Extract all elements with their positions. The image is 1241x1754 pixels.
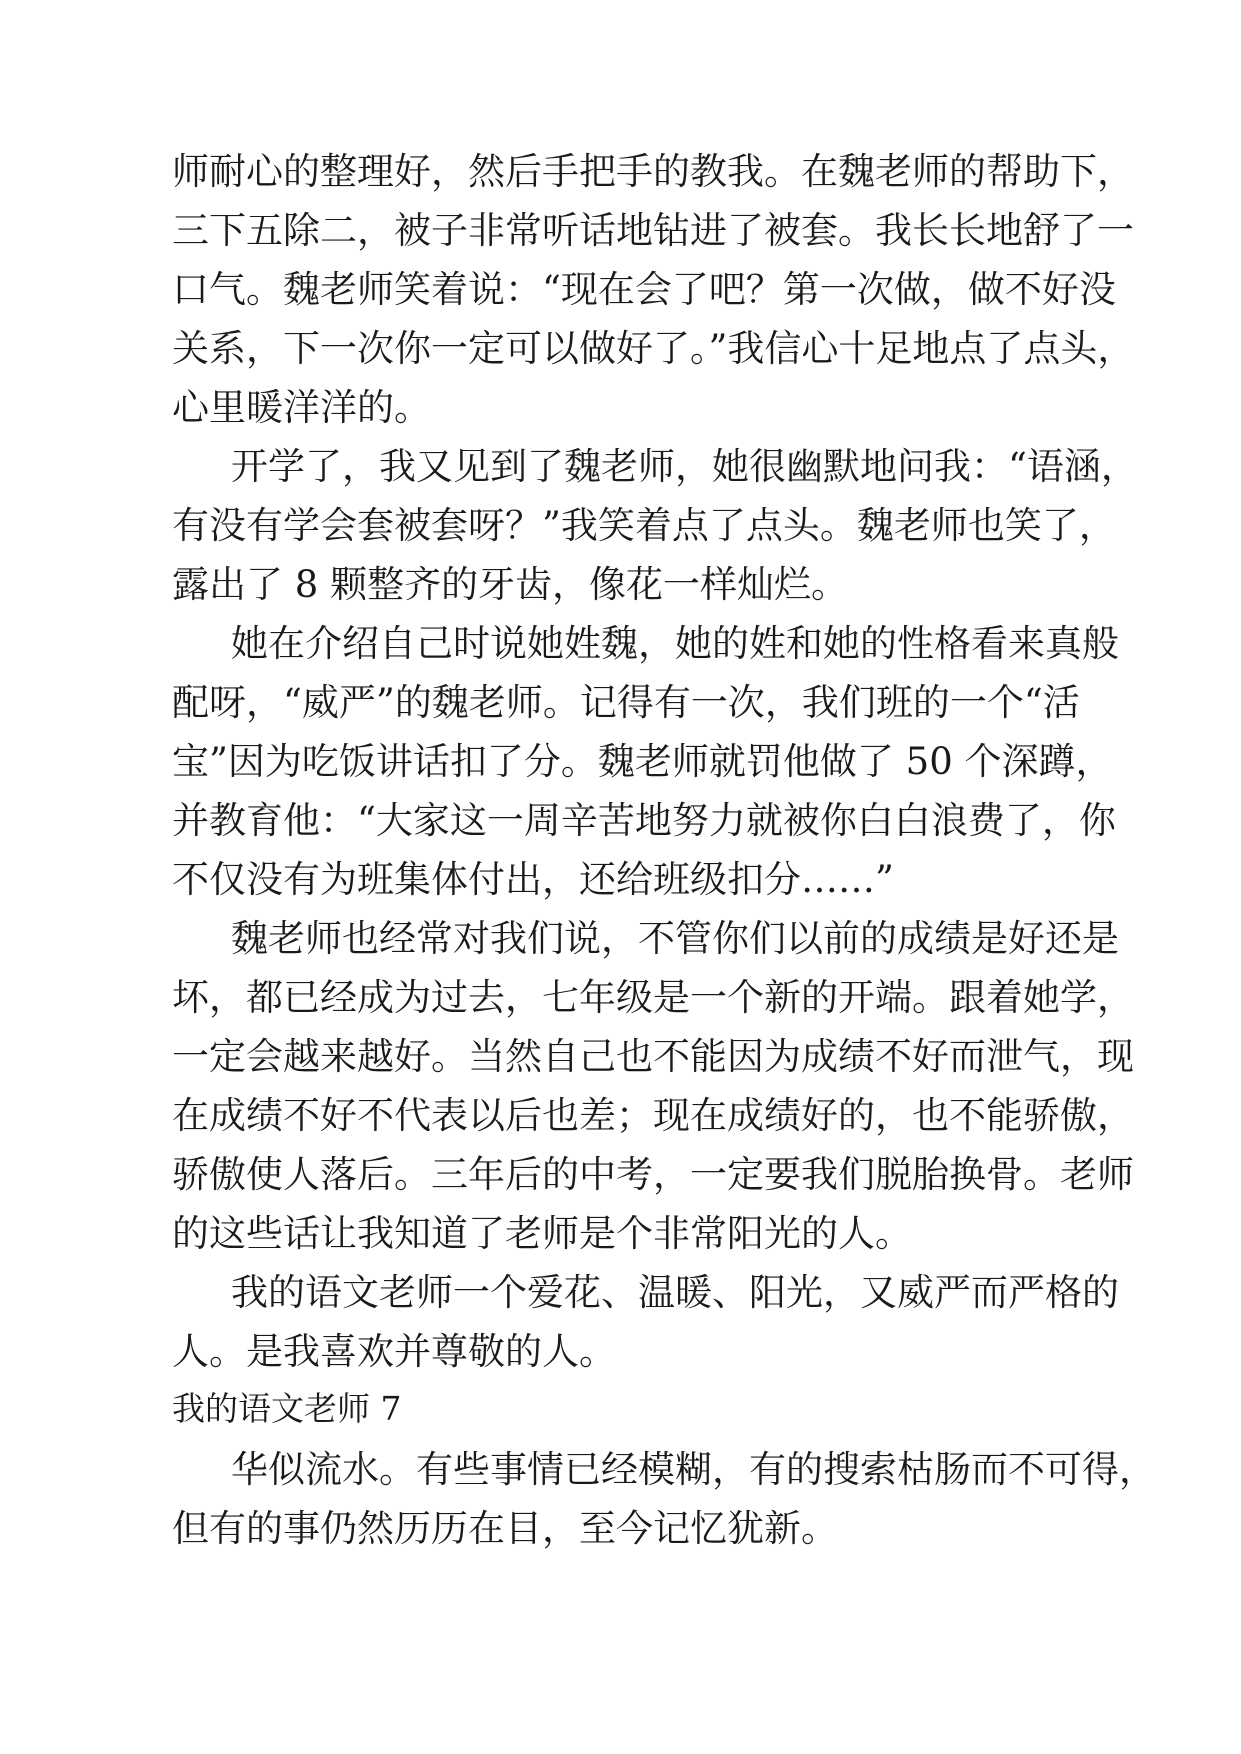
text-line: 宝”因为吃饭讲话扣了分。魏老师就罚他做了 50 个深蹲，	[172, 740, 1113, 783]
text-line: 一定会越来越好。当然自己也不能因为成绩不好而泄气，现	[172, 1035, 1134, 1078]
text-line: 不仅没有为班集体付出，还给班级扣分……”	[172, 858, 894, 901]
text-line: 露出了 8 颗整齐的牙齿，像花一样灿烂。	[172, 563, 849, 606]
text-line: 三下五除二，被子非常听话地钻进了被套。我长长地舒了一	[172, 209, 1134, 252]
text-line: 师耐心的整理好，然后手把手的教我。在魏老师的帮助下，	[172, 150, 1134, 193]
text-line: 口气。魏老师笑着说：“现在会了吧？第一次做，做不好没	[172, 268, 1116, 311]
text-line: 华似流水。有些事情已经模糊，有的搜索枯肠而不可得，	[231, 1448, 1156, 1491]
text-line: 我的语文老师一个爱花、温暖、阳光，又威严而严格的	[231, 1271, 1119, 1314]
section-heading: 我的语文老师 7	[172, 1389, 402, 1428]
text-line: 骄傲使人落后。三年后的中考，一定要我们脱胎换骨。老师	[172, 1153, 1134, 1196]
text-line: 她在介绍自己时说她姓魏，她的姓和她的性格看来真般	[231, 622, 1119, 665]
text-line: 的这些话让我知道了老师是个非常阳光的人。	[172, 1212, 912, 1255]
text-line: 魏老师也经常对我们说，不管你们以前的成绩是好还是	[231, 917, 1119, 960]
text-line: 坏，都已经成为过去，七年级是一个新的开端。跟着她学，	[172, 976, 1134, 1019]
text-line: 有没有学会套被套呀？”我笑着点了点头。魏老师也笑了，	[172, 504, 1116, 547]
text-line: 但有的事仍然历历在目，至今记忆犹新。	[172, 1507, 838, 1550]
text-line: 配呀，“威严”的魏老师。记得有一次，我们班的一个“活	[172, 681, 1080, 724]
text-line: 关系，下一次你一定可以做好了。”我信心十足地点了点头，	[172, 327, 1135, 370]
text-line: 开学了，我又见到了魏老师，她很幽默地问我：“语涵，	[231, 445, 1138, 488]
text-line: 人。是我喜欢并尊敬的人。	[172, 1330, 616, 1373]
text-line: 心里暖洋洋的。	[172, 386, 431, 429]
text-line: 并教育他：“大家这一周辛苦地努力就被你白白浪费了，你	[172, 799, 1116, 842]
text-line: 在成绩不好不代表以后也差；现在成绩好的，也不能骄傲，	[172, 1094, 1134, 1137]
